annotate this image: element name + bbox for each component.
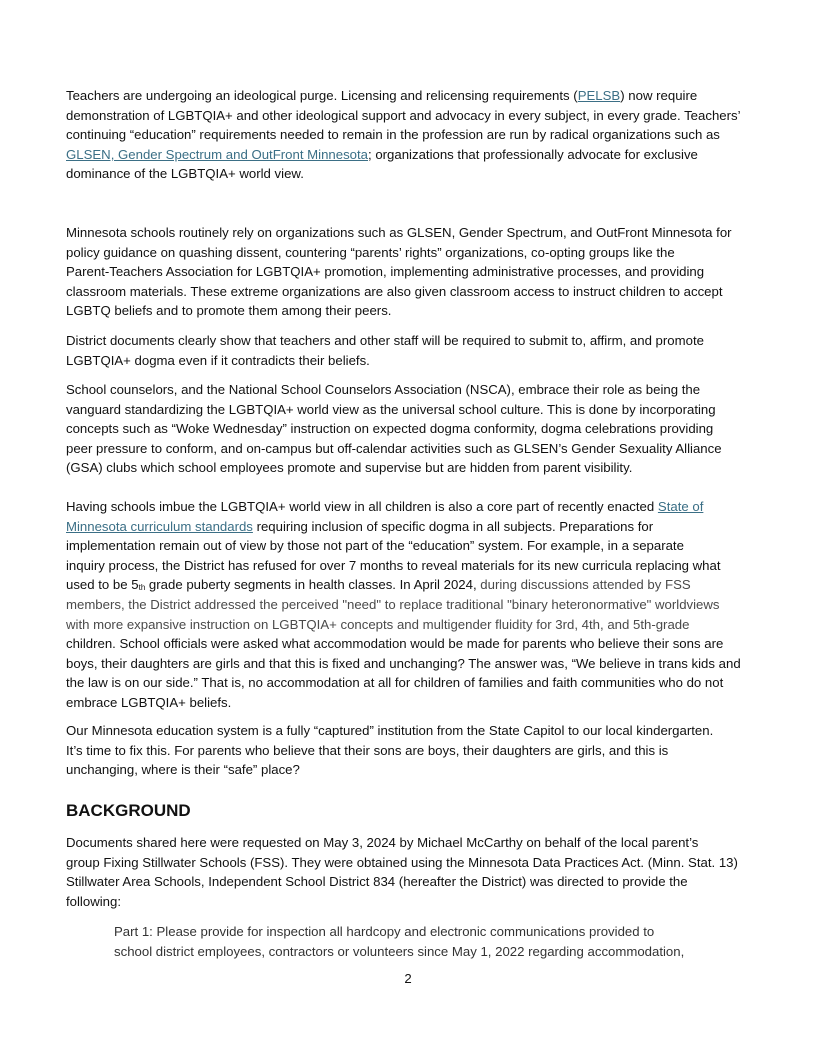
text-line: peer pressure to conform, and on-campus but off-calendar activities such as GLSEN’s Gender Sexuality Alliance — [66, 440, 722, 456]
text-line: Teachers are undergoing an ideological purge. Licensing and relicensing requirements (PELSB) now require — [66, 88, 698, 103]
paragraph-captured-institution — [66, 721, 756, 780]
page-number: 2 — [404, 971, 412, 986]
glsen-orgs-link[interactable]: GLSEN, Gender Spectrum and OutFront Minnesota — [66, 146, 368, 162]
text-line: embrace LGBTQIA+ beliefs. — [66, 694, 232, 710]
text-line: Our Minnesota education system is a fully “captured” institution from the State Capitol to our local kindergarten. — [66, 723, 714, 738]
background-heading: BACKGROUND — [66, 801, 191, 820]
text-line: Documents shared here were requested on May 3, 2024 by Michael McCarthy on behalf of the local parent’s — [66, 835, 699, 850]
paragraph-curriculum-standards — [66, 497, 756, 713]
text-line: School counselors, and the National School Counselors Association (NSCA), embrace their role as being the — [66, 382, 701, 397]
request-quote — [114, 922, 754, 961]
paragraph-organizations — [66, 223, 756, 321]
paragraph-district-documents — [66, 331, 756, 370]
text-line: group Fixing Stillwater Schools (FSS). They were obtained using the Minnesota Data Practices Act. (Minn. Stat. 13) — [66, 854, 738, 870]
text-line: continuing “education” requirements needed to remain in the profession are run by radical organizations such as — [66, 127, 720, 143]
text-line: GLSEN, Gender Spectrum and OutFront Minnesota; organizations that professionally advocate for exclusive — [66, 146, 698, 162]
text-line: inquiry process, the District has refused for over 7 months to reveal materials for its new curricula replacing what — [66, 557, 721, 573]
text-line: members, the District addressed the perceived "need" to replace traditional "binary heteronormative" worldviews — [66, 596, 720, 612]
text-line: implementation remain out of view by those not part of the “education” system. For example, in a separate — [66, 538, 684, 554]
state-standards-link[interactable]: State of — [657, 499, 704, 514]
paragraph-background — [66, 833, 756, 911]
text-line: dominance of the LGBTQIA+ world view. — [66, 166, 304, 182]
text-line: District documents clearly show that teachers and other staff will be required to submit to, affirm, and promote — [66, 333, 704, 348]
text-line: Parent-Teachers Association for LGBTQIA+ promotion, implementing administrative processes, and providing — [66, 264, 705, 280]
text-line: unchanging, where is their “safe” place? — [66, 762, 300, 778]
text-line: demonstration of LGBTQIA+ and other ideological support and advocacy in every subject, in every grade. Teachers’ — [66, 107, 741, 123]
text-line: the law is on our side.” That is, no accommodation at all for children of families and faith communities who do not — [66, 675, 724, 691]
text-line: Minnesota schools routinely rely on organizations such as GLSEN, Gender Spectrum, and OutFront Minnesota for — [66, 225, 732, 240]
text-line: with more expansive instruction on LGBTQIA+ concepts and multigender fluidity for 3rd, 4th, and 5th-grade — [66, 616, 690, 632]
text-line: classroom materials. These extreme organizations are also given classroom access to instruct children to accept — [66, 283, 723, 299]
paragraph-teacher-purge — [66, 86, 756, 184]
text-line: children. School officials were asked what accommodation would be made for parents who believe their sons are — [66, 636, 724, 652]
state-standards-link-continued[interactable]: Minnesota curriculum standards — [66, 518, 253, 534]
text-line: vanguard standardizing the LGBTQIA+ world view as the universal school culture. This is done by incorporating — [66, 401, 716, 417]
text-line: LGBTQ beliefs and to promote them among their peers. — [66, 303, 392, 319]
text-line: Stillwater Area Schools, Independent School District 834 (hereafter the District) was directed to provide the — [66, 874, 688, 890]
text-line: school district employees, contractors or volunteers since May 1, 2022 regarding accommodation, — [114, 943, 685, 959]
text-line: concepts such as “Woke Wednesday” instruction on expected dogma conformity, dogma celebrations providing — [66, 421, 714, 437]
text-line: Having schools imbue the LGBTQIA+ world view in all children is also a core part of recently enacted State of — [66, 499, 704, 514]
text-line: LGBTQIA+ dogma even if it contradicts their beliefs. — [66, 352, 370, 368]
text-line: following: — [66, 893, 121, 909]
pelsb-link[interactable]: PELSB — [577, 88, 621, 103]
text-line: (GSA) clubs which school employees promote and supervise but are hidden from parent visibility. — [66, 460, 633, 476]
text-line: It’s time to fix this. For parents who believe that their sons are boys, their daughters are girls, and this is — [66, 742, 669, 758]
paragraph-school-counselors — [66, 380, 756, 478]
text-line: Part 1: Please provide for inspection all hardcopy and electronic communications provided to — [114, 924, 655, 939]
text-line: boys, their daughters are girls and that this is fixed and unchanging? The answer was, “We believe in trans kids and — [66, 655, 741, 671]
text-line: Minnesota curriculum standards requiring inclusion of specific dogma in all subjects. Preparations for — [66, 518, 654, 534]
text-line: policy guidance on quashing dissent, countering “parents’ rights” organizations, co-opting groups like the — [66, 244, 675, 260]
text-line: used to be $5_{th}$ grade puberty segments in health classes. In April 2024, during discussions attended by FSS — [66, 577, 691, 593]
